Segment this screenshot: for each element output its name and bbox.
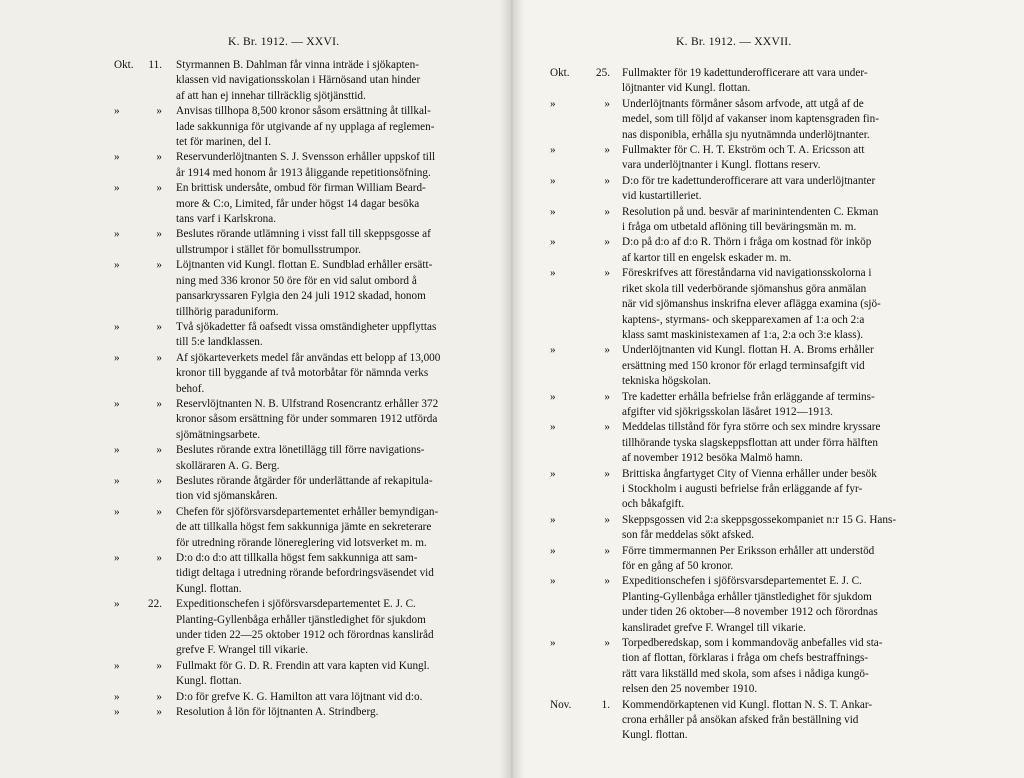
- entry-line: tekniska högskolan.: [622, 375, 711, 388]
- entry-text: [176, 659, 506, 690]
- entry-text: [176, 351, 506, 397]
- entry: [0, 58, 512, 104]
- entry-line: till 5:e landklassen.: [176, 336, 263, 349]
- entry-line: när vid sjömanshus inskrifna elever aflägga examina (sjö-: [622, 298, 881, 311]
- entry: [512, 467, 1024, 513]
- entry-line: Löjtnanten vid Kungl. flottan E. Sundblad erhåller ersätt-: [176, 259, 433, 272]
- entry-line: Underlöjtnanten vid Kungl. flottan H. A. Broms erhåller: [622, 344, 874, 357]
- entry: [0, 104, 512, 150]
- entry-line: crona erhåller på ansökan afsked från beställning vid: [622, 714, 859, 727]
- entry-month: »: [550, 344, 556, 357]
- entry-month: »: [114, 151, 120, 164]
- entry-day: 1.: [601, 698, 610, 711]
- entry-day: »: [156, 505, 162, 518]
- entry: [0, 597, 512, 659]
- entry-day: »: [604, 467, 610, 480]
- entry-line: Reservlöjtnanten N. B. Ulfstrand Rosencrantz erhåller 372: [176, 397, 439, 410]
- entry-day: »: [156, 397, 162, 410]
- entry-line: tet för marinen, del I.: [176, 136, 272, 149]
- entry-line: Expeditionschefen i sjöförsvarsdepartementet E. J. C.: [622, 575, 862, 588]
- entry: [0, 181, 512, 227]
- entry-line: och båkafgift.: [622, 498, 685, 511]
- entry-day: »: [156, 706, 162, 719]
- entry-text: [176, 705, 506, 720]
- entry: [512, 66, 1024, 97]
- entry-line: Kungl. flottan.: [622, 729, 688, 742]
- right-page: [512, 0, 1024, 778]
- entry-day: »: [156, 151, 162, 164]
- entry-line: klass samt maskinistexamen af 1:a, 2:a och 3:e klass).: [622, 328, 864, 341]
- entry: [0, 690, 512, 705]
- entry-line: löjtnanter vid Kungl. flottan.: [622, 82, 751, 95]
- entry-text: [622, 544, 1002, 575]
- entry-line: grefve F. Wrangel till vikarie.: [176, 644, 309, 657]
- entry-line: för utredning rörande lönereglering vid lotsverket m. m.: [176, 536, 427, 549]
- entry: [512, 235, 1024, 266]
- entry: [0, 150, 512, 181]
- entry-text: [622, 66, 1002, 97]
- entry: [0, 320, 512, 351]
- entry-month: »: [114, 690, 120, 703]
- entry-line: Planting-Gyllenbåga erhåller tjänstledighet för sjukdom: [176, 613, 426, 626]
- entry-day: »: [604, 390, 610, 403]
- entry-month: »: [550, 174, 556, 187]
- entry-line: Skeppsgossen vid 2:a skeppsgossekompaniet n:r 15 G. Hans-: [622, 513, 897, 526]
- entry: [512, 420, 1024, 466]
- entry: [512, 513, 1024, 544]
- entry: [512, 574, 1024, 636]
- entry-month: »: [114, 320, 120, 333]
- entry-text: [622, 574, 1002, 636]
- entry-text: [622, 97, 1002, 143]
- entry-day: »: [604, 513, 610, 526]
- entry-line: medel, som till följd af vakanser inom kaptensgraden fin-: [622, 113, 879, 126]
- entry-line: Meddelas tillstånd för fyra större och sex mindre kryssare: [622, 421, 881, 434]
- entry-line: Reservunderlöjtnanten S. J. Svensson erhåller uppskof till: [176, 151, 436, 164]
- entry-line: son får meddelas sökt afsked.: [622, 529, 755, 542]
- entry-line: tans varf i Karlskrona.: [176, 213, 277, 226]
- entry-line: de att tillkalla högst fem sakkunniga jämte en sekreterare: [176, 521, 432, 534]
- entry-day: »: [156, 259, 162, 272]
- entry-line: relsen den 25 november 1910.: [622, 683, 758, 696]
- entry: [512, 343, 1024, 389]
- entry-line: ersättning med 150 kronor för erlagd terminsafgift vid: [622, 359, 865, 372]
- entry-month: »: [114, 228, 120, 241]
- entry-line: år 1914 med honom år 1913 åliggande repetitionsöfning.: [176, 166, 431, 179]
- entry-month: »: [114, 505, 120, 518]
- entry-line: kansliradet grefve F. Wrangel till vikarie.: [622, 621, 806, 634]
- entry-month: »: [550, 236, 556, 249]
- entry-text: [622, 390, 1002, 421]
- left-page-header: K. Br. 1912. — XXVI.: [228, 36, 340, 48]
- entry-month: »: [550, 144, 556, 157]
- entry-day: 25.: [596, 67, 610, 79]
- entry-month: Okt.: [114, 59, 134, 71]
- entry-day: »: [604, 205, 610, 218]
- entry-day: »: [604, 97, 610, 110]
- entry: [0, 551, 512, 597]
- entry-line: Styrmannen B. Dahlman får vinna inträde i sjökapten-: [176, 59, 419, 71]
- entry-day: »: [604, 236, 610, 249]
- entry-text: [176, 258, 506, 320]
- entry-day: »: [156, 351, 162, 364]
- entry-line: behof.: [176, 382, 205, 395]
- entry: [0, 443, 512, 474]
- entry-text: [622, 205, 1002, 236]
- entry-day: »: [156, 659, 162, 672]
- entry-day: »: [604, 344, 610, 357]
- entry-line: sjömätningsarbete.: [176, 428, 261, 441]
- entry-text: [176, 227, 506, 258]
- entry-line: af november 1912 besöka Malmö hamn.: [622, 452, 803, 465]
- entry-line: tion vid sjömanskåren.: [176, 490, 278, 503]
- entry-line: Förre timmermannen Per Eriksson erhåller att understöd: [622, 544, 875, 557]
- entry-line: i fråga om utbetald aflöning till beväringsmän m. m.: [622, 221, 857, 234]
- entry-month: »: [114, 659, 120, 672]
- entry: [512, 698, 1024, 744]
- entry-line: vara underlöjtnanter i Kungl. flottans reserv.: [622, 159, 821, 172]
- entry-line: Brittiska ångfartyget City of Vienna erhåller under besök: [622, 467, 877, 480]
- entry-line: nas disponibla, erhålla sju nyutnämnda underlöjtnanter.: [622, 128, 870, 141]
- entry-day: »: [156, 320, 162, 333]
- entry-line: rätt vara likställd med skola, som afses i nådiga kungö-: [622, 667, 869, 680]
- entry: [0, 227, 512, 258]
- entry: [0, 397, 512, 443]
- entry-line: kronor till byggande af två motorbåtar för nämnda verks: [176, 367, 429, 380]
- entry-text: [622, 266, 1002, 343]
- entry-month: »: [550, 390, 556, 403]
- entry-line: af kartor till en engelsk eskader m. m.: [622, 251, 792, 264]
- entry-month: »: [114, 351, 120, 364]
- entry-month: »: [550, 467, 556, 480]
- entry-day: »: [156, 444, 162, 457]
- entry-text: [176, 397, 506, 443]
- entry: [0, 258, 512, 320]
- entry-line: Kommendörkaptenen vid Kungl. flottan N. S. T. Ankar-: [622, 698, 873, 711]
- entry-line: afgifter vid sjökrigsskolan läsåret 1912—1913.: [622, 405, 833, 418]
- entry-line: Planting-Gyllenbåga erhåller tjänstledighet för sjukdom: [622, 590, 872, 603]
- entry-line: Fullmakt för G. D. R. Frendin att vara kapten vid Kungl.: [176, 659, 430, 672]
- entry-line: Beslutes rörande utlämning i visst fall till skeppsgosse af: [176, 228, 431, 241]
- entry-text: [622, 698, 1002, 744]
- entry-day: »: [156, 105, 162, 118]
- entry-day: »: [604, 575, 610, 588]
- entry-text: [622, 636, 1002, 698]
- entry-line: tillhörande tyska slagskeppsflottan att under förra hälften: [622, 436, 878, 449]
- entry-month: »: [550, 205, 556, 218]
- entry-month: »: [114, 706, 120, 719]
- entry-line: i Stockholm i augusti befrielse från erläggande af fyr-: [622, 482, 863, 495]
- entry-day: »: [604, 267, 610, 280]
- book-gutter: [500, 0, 524, 778]
- entry: [512, 97, 1024, 143]
- entry-text: [176, 181, 506, 227]
- entry: [512, 636, 1024, 698]
- entry-text: [176, 505, 506, 551]
- entry-line: Föreskrifves att föreståndarna vid navigationsskolorna i: [622, 267, 872, 280]
- entry-line: Beslutes rörande åtgärder för underlättande af rekapitula-: [176, 474, 433, 487]
- entry-line: under tiden 22—25 oktober 1912 och förordnas kansliråd: [176, 629, 434, 642]
- entry-month: »: [114, 259, 120, 272]
- entry-day: »: [604, 174, 610, 187]
- entry: [512, 174, 1024, 205]
- entry-line: Chefen för sjöförsvarsdepartementet erhåller bemyndigan-: [176, 505, 439, 518]
- entry-line: pansarkryssaren Fylgia den 24 juli 1912 skadad, honom: [176, 290, 426, 303]
- right-page-entries: [512, 66, 1024, 744]
- entry: [512, 205, 1024, 236]
- entry-line: riket skola till vederbörande sjömanshus göra anmälan: [622, 282, 867, 295]
- entry-line: Underlöjtnants förmåner såsom arfvode, att utgå af de: [622, 97, 864, 110]
- entry-text: [622, 420, 1002, 466]
- left-page-entries: [0, 58, 512, 720]
- entry-line: Fullmakter för 19 kadettunderofficerare att vara under-: [622, 67, 868, 79]
- entry-text: [176, 58, 506, 104]
- entry-day: »: [156, 182, 162, 195]
- entry-line: Resolution å lön för löjtnanten A. Strindberg.: [176, 706, 379, 719]
- entry-month: Okt.: [550, 67, 570, 79]
- entry-line: En brittisk undersåte, ombud för firman William Beard-: [176, 182, 426, 195]
- entry-month: »: [550, 637, 556, 650]
- entry-text: [176, 320, 506, 351]
- entry-text: [622, 235, 1002, 266]
- entry: [512, 544, 1024, 575]
- entry-month: »: [550, 421, 556, 434]
- entry-line: Torpedberedskap, som i kommandoväg anbefalles vid sta-: [622, 637, 883, 650]
- entry-day: »: [156, 552, 162, 564]
- entry-line: D:o för tre kadettunderofficerare att vara underlöjtnanter: [622, 174, 876, 187]
- entry: [512, 143, 1024, 174]
- entry-text: [622, 467, 1002, 513]
- entry-line: Två sjökadetter få oafsedt vissa omständigheter uppflyttas: [176, 320, 437, 333]
- entry-line: tillhörig paraduniform.: [176, 305, 279, 318]
- entry-text: [176, 690, 506, 705]
- entry-line: för en gång af 50 kronor.: [622, 560, 734, 572]
- entry-month: Nov.: [550, 698, 572, 711]
- entry-month: »: [114, 552, 120, 564]
- right-page-header: K. Br. 1912. — XXVII.: [676, 36, 792, 48]
- entry-text: [622, 343, 1002, 389]
- entry: [512, 390, 1024, 421]
- entry-text: [176, 597, 506, 659]
- entry-line: Resolution på und. besvär af marinintendenten C. Ekman: [622, 205, 879, 218]
- entry-line: kronor såsom ersättning för under sommaren 1912 utförda: [176, 413, 438, 426]
- entry-line: Beslutes rörande extra lönetillägg till förre navigations-: [176, 444, 425, 457]
- entry-line: skolläraren A. G. Berg.: [176, 459, 280, 472]
- entry: [0, 705, 512, 720]
- entry-line: vid kustartilleriet.: [622, 190, 702, 203]
- entry-line: Tre kadetter erhålla befrielse från erläggande af termins-: [622, 390, 875, 403]
- entry: [0, 659, 512, 690]
- entry-text: [622, 513, 1002, 544]
- entry: [0, 505, 512, 551]
- entry-text: [176, 150, 506, 181]
- entry: [0, 474, 512, 505]
- entry-line: Af sjökarteverkets medel får användas ett belopp af 13,000: [176, 351, 441, 364]
- entry-month: »: [550, 575, 556, 588]
- entry-day: 22.: [148, 598, 162, 611]
- entry-day: »: [604, 544, 610, 557]
- entry-text: [622, 143, 1002, 174]
- entry-line: D:o på d:o af d:o R. Thörn i fråga om kostnad för inköp: [622, 236, 872, 249]
- entry-text: [176, 474, 506, 505]
- entry-month: »: [550, 544, 556, 557]
- entry-month: »: [114, 444, 120, 457]
- entry-text: [176, 104, 506, 150]
- entry-text: [176, 551, 506, 597]
- entry-line: Kungl. flottan.: [176, 582, 242, 595]
- entry-month: »: [550, 97, 556, 110]
- entry-line: ullstrumpor i stället för bomullsstrumpor.: [176, 243, 361, 256]
- entry-month: »: [114, 474, 120, 487]
- entry-month: »: [114, 105, 120, 118]
- entry-line: tion af flottan, förklaras i fråga om chefs bestraffnings-: [622, 652, 869, 665]
- entry-line: Expeditionschefen i sjöförsvarsdepartementet E. J. C.: [176, 598, 416, 611]
- entry-line: D:o d:o d:o att tillkalla högst fem sakkunniga att sam-: [176, 552, 418, 564]
- entry-line: kaptens-, styrmans- och skepparexamen af 1:a och 2:a: [622, 313, 865, 326]
- entry-month: »: [550, 267, 556, 280]
- entry-line: Fullmakter för C. H. T. Ekström och T. A. Ericsson att: [622, 144, 865, 157]
- entry-text: [622, 174, 1002, 205]
- entry-line: klassen vid navigationsskolan i Härnösand utan hinder: [176, 74, 421, 87]
- entry-day: »: [156, 690, 162, 703]
- entry-day: »: [156, 228, 162, 241]
- entry-line: more & C:o, Limited, får under högst 14 dagar besöka: [176, 197, 420, 210]
- entry-line: under tiden 26 oktober—8 november 1912 och förordnas: [622, 606, 878, 619]
- entry-text: [176, 443, 506, 474]
- entry-day: »: [604, 637, 610, 650]
- entry-day: 11.: [148, 59, 162, 71]
- entry-day: »: [604, 421, 610, 434]
- entry-day: »: [604, 144, 610, 157]
- entry-month: »: [114, 598, 120, 611]
- entry-month: »: [114, 397, 120, 410]
- entry-line: lade sakkunniga för utgivande af ny upplaga af reglemen-: [176, 120, 435, 133]
- entry-line: Kungl. flottan.: [176, 675, 242, 688]
- entry-line: af att han ej innehar tillräcklig sjötjänsttid.: [176, 89, 366, 102]
- entry: [0, 351, 512, 397]
- entry: [512, 266, 1024, 343]
- entry-line: Anvisas tillhopa 8,500 kronor såsom ersättning åt tillkal-: [176, 105, 431, 118]
- entry-month: »: [550, 513, 556, 526]
- entry-line: tidigt deltaga i utredning rörande befordringsväsendet vid: [176, 567, 434, 580]
- entry-line: ning med 336 kronor 50 öre för en vid salut ombord å: [176, 274, 417, 287]
- entry-day: »: [156, 474, 162, 487]
- entry-month: »: [114, 182, 120, 195]
- entry-line: D:o för grefve K. G. Hamilton att vara löjtnant vid d:o.: [176, 690, 423, 703]
